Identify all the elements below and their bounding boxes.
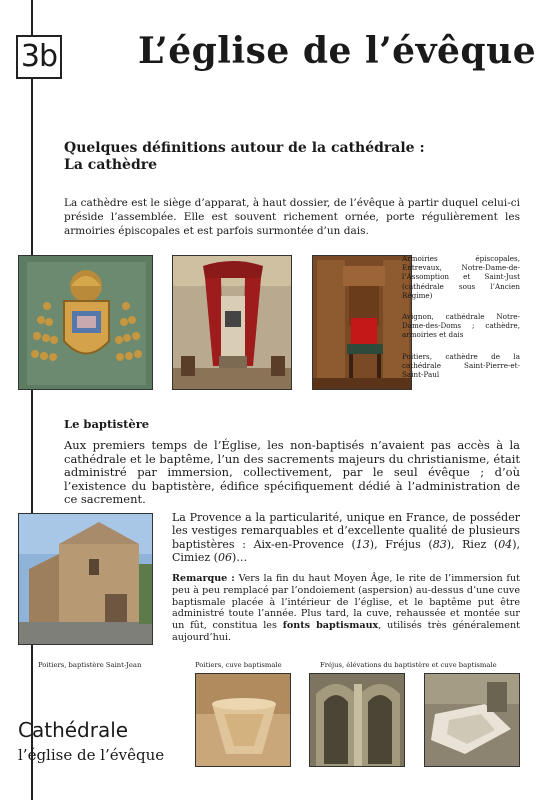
poitiers-chair-image xyxy=(313,256,412,390)
baptistere-paragraph: Aux premiers temps de l’Église, les non-baptisés n’avaient pas accès à la cathédrale et le baptême, l’un des sacrements majeurs du christianisme, était administré par immersion, collectivement, par le seul évêque ; d’où l’existence du baptistère, édifice spécifiquement dédié à l’administration de ce sacrement. xyxy=(64,438,520,507)
baptistere-heading: Le baptistère xyxy=(64,417,150,431)
footer-subtitle: l’église de l’évêque xyxy=(18,746,165,764)
photo-avignon-cathedre xyxy=(172,255,292,390)
provence-text: ), Fréjus ( xyxy=(369,537,433,551)
section-heading xyxy=(64,140,524,174)
right-captions xyxy=(402,254,520,391)
dept-aix: 13 xyxy=(355,537,370,551)
heading-line-1: Quelques définitions autour de la cathédrale : xyxy=(64,140,425,156)
baptistere-image xyxy=(19,514,153,645)
photo-poitiers-cathedre xyxy=(312,255,412,390)
dept-riez: 04 xyxy=(498,537,513,551)
remark-label: Remarque : xyxy=(172,573,235,584)
caption-poitiers-baptistere: Poitiers, baptistère Saint-Jean xyxy=(38,661,142,669)
caption-poitiers-cathedre: Poitiers, cathèdre de la cathédrale Saint-Pierre-et-Saint-Paul xyxy=(402,351,520,380)
photo-armoiries xyxy=(18,255,153,390)
frejus-arches-image xyxy=(310,674,405,767)
cuve-image xyxy=(196,674,291,767)
dept-frejus: 83 xyxy=(432,537,447,551)
avignon-image xyxy=(173,256,292,390)
caption-avignon: Avignon, cathédrale Notre-Dame-des-Doms ; cathèdre, armoiries et dais xyxy=(402,312,520,340)
photo-frejus-cuve xyxy=(424,673,520,767)
frejus-cuve-image xyxy=(425,674,520,767)
remark-bold-term: fonts baptismaux xyxy=(282,620,379,632)
provence-paragraph xyxy=(172,511,520,565)
provence-text: ), Riez ( xyxy=(446,537,499,551)
caption-armoiries: Armoiries épiscopales, Entrevaux, Notre-Dame-de-l’Assomption et Saint-Just (cathédrale sous l’Ancien Régime) xyxy=(402,254,520,300)
provence-text: )… xyxy=(231,551,248,565)
remark-end: , utilisés très généralement aujourd’hui. xyxy=(172,620,520,643)
provence-text: La Provence a la particularité, unique en France, de posséder les vestiges remarquables et d’excellente qualité de plusieurs baptistères : Aix-en-Provence ( xyxy=(172,511,520,551)
cathedre-paragraph: La cathèdre est le siège d’apparat, à haut dossier, de l’évêque à partir duquel celui-ci préside l’assemblée. Elle est souvent richement ornée, porte régulièrement les armoiries épiscopales et est parfois surmontée d’un dais. xyxy=(64,197,520,237)
section-badge: 3b xyxy=(16,35,62,79)
footer-title: Cathédrale xyxy=(18,718,129,742)
photo-frejus-elevations xyxy=(309,673,405,767)
photo-poitiers-cuve xyxy=(195,673,291,767)
remark-paragraph xyxy=(172,573,520,644)
photo-poitiers-baptistere xyxy=(18,513,153,645)
caption-poitiers-cuve: Poitiers, cuve baptismale xyxy=(195,661,282,669)
provence-text: ), Cimiez ( xyxy=(172,537,520,565)
heading-line-2: La cathèdre xyxy=(64,157,158,173)
armoiries-image xyxy=(19,256,153,390)
page-title: L’église de l’évêque xyxy=(138,30,537,72)
left-rule xyxy=(31,0,33,800)
caption-frejus: Fréjus, élévations du baptistère et cuve baptismale xyxy=(320,661,497,669)
dept-cimiez: 06 xyxy=(217,551,232,565)
remark-text: Vers la fin du haut Moyen Âge, le rite de l’immersion fut peu à peu remplacé par l’ondoiement (aspersion) au-dessus d’une cuve baptismale placée à l’intérieur de l’église, et le baptême put être administré toute l’année. Plus tard, la cuve, rehaussée et montée sur un fût, constitua les xyxy=(172,573,520,632)
